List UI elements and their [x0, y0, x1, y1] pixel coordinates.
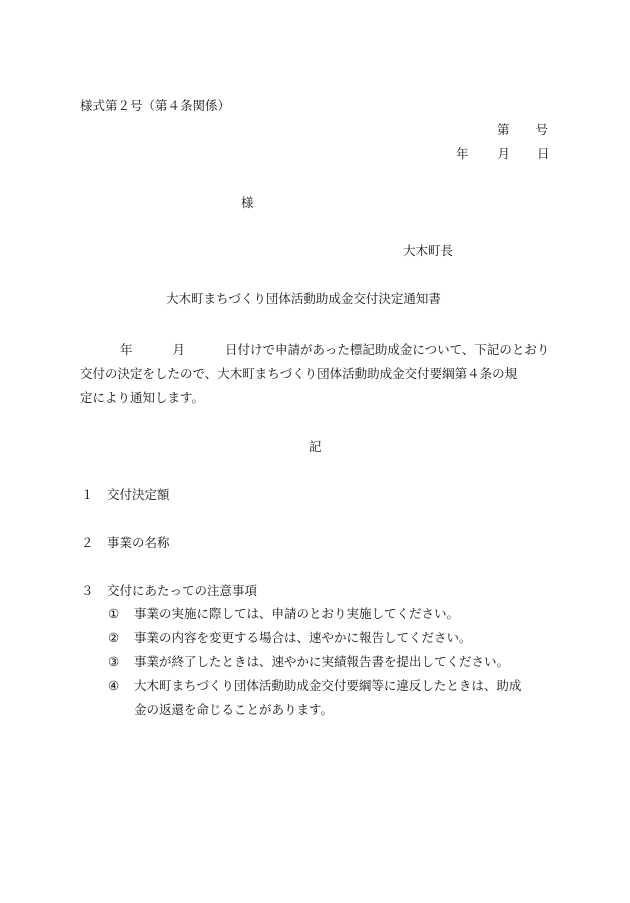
item-3-number: ３: [81, 583, 94, 598]
item-2-label: 事業の名称: [107, 535, 170, 550]
date-month: 月: [497, 146, 511, 161]
doc-number-suffix: 号: [535, 122, 549, 137]
note-1-mark: ①: [108, 606, 120, 621]
document-number: [497, 124, 548, 137]
form-label: 様式第２号（第４条関係）: [80, 98, 231, 113]
note-4-mark: ④: [108, 678, 120, 693]
body-line-3: 定により通知します。: [80, 390, 205, 405]
body-paragraph: [80, 338, 550, 410]
body-line-1-rest: 日付けで申請があった標記助成金について、下記のとおり: [225, 342, 550, 357]
item-3: [81, 585, 257, 598]
body-line-2: 交付の決定をしたので、大木町まちづくり団体活動助成金交付要綱第４条の規: [80, 366, 518, 381]
note-3-text: 事業が終了したときは、速やかに実績報告書を提出してください。: [134, 654, 510, 669]
item-2-number: ２: [81, 535, 94, 550]
body-year: 年: [120, 342, 133, 357]
note-2: [108, 626, 553, 650]
note-3: [108, 650, 553, 674]
date-day: 日: [537, 146, 550, 161]
item-1-label: 交付決定額: [107, 487, 170, 502]
ki-heading: 記: [309, 439, 322, 454]
sender: 大木町長: [403, 243, 454, 258]
note-3-mark: ③: [108, 654, 120, 669]
item-1-number: １: [81, 487, 94, 502]
body-month: 月: [172, 342, 186, 357]
note-4: [108, 674, 553, 722]
document-title: 大木町まちづくり団体活動助成金交付決定通知書: [166, 291, 441, 306]
item-1: [81, 489, 170, 502]
date-year: 年: [456, 146, 469, 161]
note-1: [108, 602, 553, 626]
item-3-label: 交付にあたっての注意事項: [107, 583, 258, 598]
date-line: [456, 148, 550, 161]
addressee-suffix: 様: [241, 195, 254, 210]
note-1-text: 事業の実施に際しては、申請のとおり実施してください。: [134, 606, 460, 621]
note-2-text: 事業の内容を変更する場合は、速やかに報告してください。: [134, 630, 472, 645]
doc-number-prefix: 第: [497, 122, 510, 137]
note-4-text: 大木町まちづくり団体活動助成金交付要綱等に違反したときは、助成: [134, 678, 522, 693]
note-2-mark: ②: [108, 630, 120, 645]
note-4-continuation: 金の返還を命じることがあります。: [134, 702, 334, 717]
body-line-1: [80, 338, 550, 362]
item-2: [81, 537, 170, 550]
